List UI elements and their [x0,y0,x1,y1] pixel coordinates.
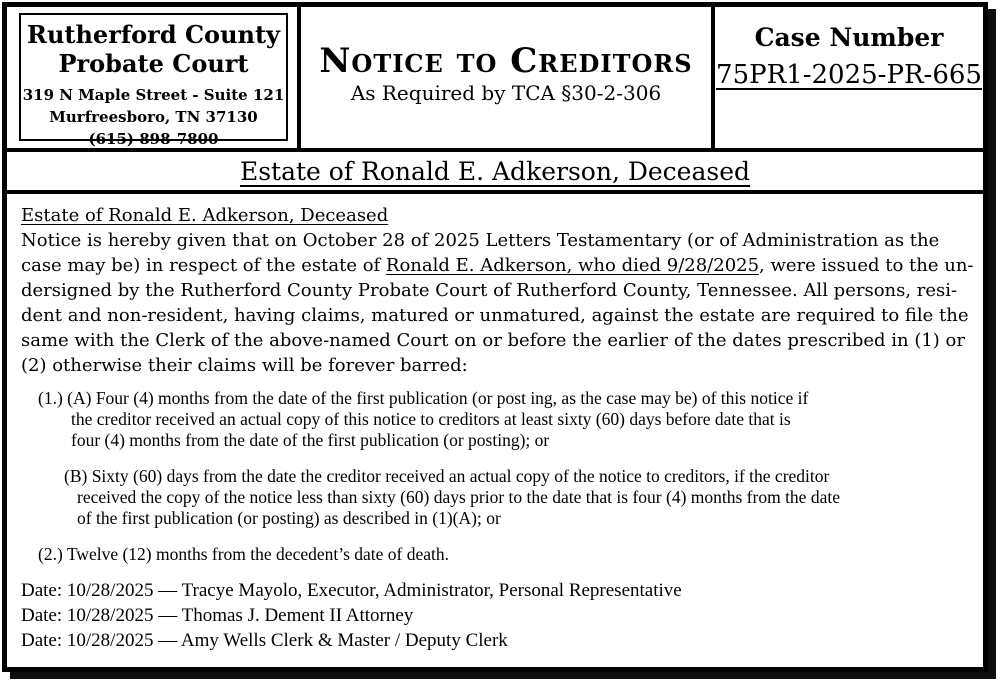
paragraph-line [21,278,969,303]
text-segment: case may be) in respect of the estate of [21,255,386,276]
date-line: Date: 10/28/2025 — Amy Wells Clerk & Master / Deputy Clerk [21,630,508,651]
list-line: (1.) (A) Four (4) months from the date of the first publication (or post ing, as the case may be) of this notice if [38,388,809,408]
paragraph-line [21,253,974,278]
deadline-list [21,388,969,565]
court-name-line: Rutherford County [27,20,280,49]
court-address [21,84,286,150]
list-line: (B) Sixty (60) days from the date the creditor received an actual copy of the notice to creditors, if the creditor [64,466,830,486]
body-heading: Estate of Ronald E. Adkerson, Deceased [21,205,389,226]
list-line: the creditor received an actual copy of this notice to creditors at least sixty (60) days before date that is [71,409,791,429]
date-line: Date: 10/28/2025 — Tracye Mayolo, Executor, Administrator, Personal Representative [21,580,682,601]
paragraph-line [21,303,969,328]
paragraph-line [21,328,969,353]
notice-body [7,194,983,667]
notice-title: Notice to Creditors [319,41,693,81]
list-item-2 [21,544,969,565]
court-name-line: Probate Court [58,49,249,78]
case-number-value: 75PR1-2025-PR-665 [716,60,982,90]
notice-paragraph [21,228,974,378]
court-name [21,20,286,78]
list-line: of the first publication (or posting) as described in (1)(A); or [77,508,501,528]
signature-date-block [21,578,969,653]
case-number-label: Case Number [754,23,944,52]
text-segment: Notice is hereby given that on October 28 of 2025 Letters Testamentary (or of Administration as the [21,230,940,251]
text-segment: , were issued to the un- [759,255,974,276]
list-item-1a [21,388,969,451]
list-item-1b [21,466,969,529]
date-line: Date: 10/28/2025 — Thomas J. Dement II Attorney [21,605,414,626]
document-frame [2,2,988,672]
court-address-line: 319 N Maple Street - Suite 121 [22,86,285,104]
court-address-line: Murfreesboro, TN 37130 [49,108,258,126]
list-line: four (4) months from the date of the first publication (or posting); or [71,430,550,450]
court-info-box [19,13,288,148]
list-line: received the copy of the notice less than sixty (60) days prior to the date that is four (4) months from the date [77,487,840,507]
court-address-line: (615) 898-7800 [88,130,219,148]
estate-title: Estate of Ronald E. Adkerson, Deceased [239,156,751,186]
document-header [7,7,983,152]
paragraph-line [21,353,969,378]
court-header-cell [7,7,297,148]
paragraph-line [21,228,969,253]
text-segment: dersigned by the Rutherford County Probate Court of Rutherford County, Tennessee. All persons, resi- [21,280,958,301]
text-segment: (2) otherwise their claims will be forever barred: [21,355,468,376]
case-number-cell [715,7,983,148]
text-segment: dent and non-resident, having claims, matured or unmatured, against the estate are required to file the [21,305,969,326]
list-line: (2.) Twelve (12) months from the decedent’s date of death. [38,544,450,564]
estate-title-band [7,152,983,194]
notice-subtitle: As Required by TCA §30-2-306 [350,81,662,105]
underlined-text: Ronald E. Adkerson, who died 9/28/2025 [385,255,760,276]
text-segment: same with the Clerk of the above-named Court on or before the earlier of the dates prescribed in (1) or [21,330,965,351]
notice-title-cell [297,7,715,148]
